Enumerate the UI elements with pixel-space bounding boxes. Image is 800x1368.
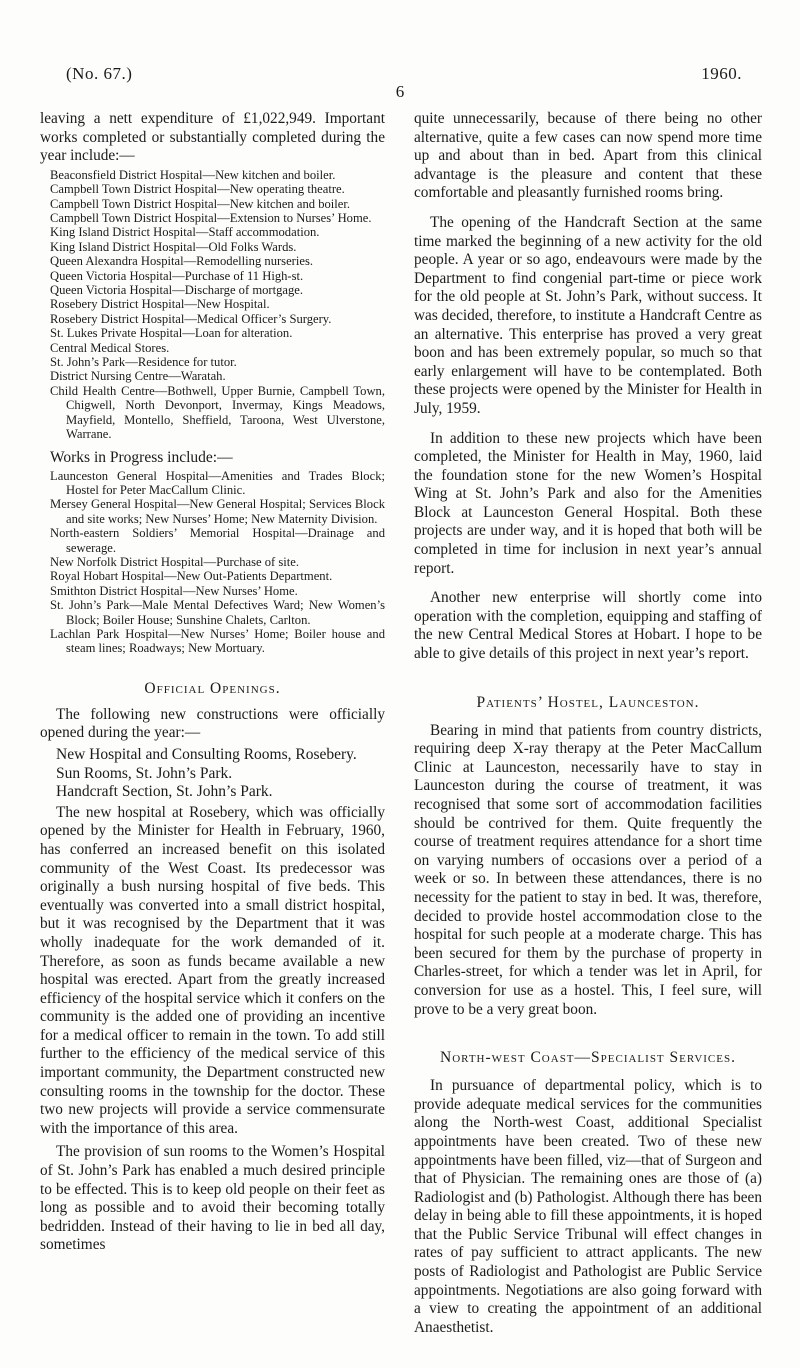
patients-hostel-heading: Patients’ Hostel, Launceston. [476,693,700,711]
work-in-progress-item: Mersey General Hospital—New General Hospital; Services Block and site works; New Nurses’ Home; New Maternity Division. [50,497,385,526]
medical-stores-paragraph: Another new enterprise will shortly come into operation with the completion, equipping and staffing of the new Central Medical Stores at Hobart. I hope to be able to give details of this project in next year’s report. [414,589,762,663]
completed-work-item: Queen Victoria Hospital—Purchase of 11 High-st. [50,268,304,283]
opening-item: Handcraft Section, St. John’s Park. [56,783,273,801]
completed-work-item: King Island District Hospital—Old Folks Wards. [50,239,297,254]
completed-work-item: Queen Victoria Hospital—Discharge of mortgage. [50,283,304,298]
completed-work-item: King Island District Hospital—Staff accommodation. [50,225,320,240]
official-openings-heading: Official Openings. [144,679,281,697]
completed-work-item: St. Lukes Private Hospital—Loan for alteration. [50,326,293,341]
north-west-coast-heading: North-west Coast—Specialist Services. [440,1049,736,1067]
completed-work-item: Central Medical Stores. [50,340,170,355]
work-in-progress-item: Launceston General Hospital—Amenities and Trades Block; Hostel for Peter MacCallum Clinic. [50,468,385,497]
work-in-progress-item: Lachlan Park Hospital—New Nurses’ Home; Boiler house and steam lines; Roadways; New Mortuary. [50,626,385,656]
completed-work-item: Queen Alexandra Hospital—Remodelling nurseries. [50,254,314,269]
opening-item: Sun Rooms, St. John’s Park. [56,764,233,782]
continued-paragraph: quite unnecessarily, because of there being no other alternative, quite a few cases can now spend more time up and about than in bed. Apart from this clinical advantage is the pleasure and content that these comfortable and pleasantly furnished rooms bring. [414,110,762,202]
handcraft-paragraph: The opening of the Handcraft Section at the same time marked the beginning of a new activity for the old people. A year or so ago, endeavours were made by the Department to find congenial part-time or piece work for the old people at St. John’s Park, without success. It was decided, therefore, to institute a Handcraft Centre as an alternative. This enterprise has proved a very great boon and has been extremely popular, so much so that early enlargement will have to be contemplated. Both these projects were opened by the Minister for Health in July, 1959. [414,213,762,417]
work-in-progress-item: North-eastern Soldiers’ Memorial Hospital—Drainage and sewerage. [50,526,385,555]
completed-work-item: St. John’s Park—Residence for tutor. [50,355,237,370]
document-number: (No. 67.) [66,64,133,83]
work-in-progress-item: Royal Hobart Hospital—New Out-Patients Department. [50,569,333,584]
north-west-coast-paragraph: In pursuance of departmental policy, which is to provide adequate medical services for the communities along the North-west Coast, additional Specialist appointments have been created. Two of these new appointments have been filled, viz—that of Surgeon and that of Physician. The remaining ones are those of (a) Radiologist and (b) Pathologist. Although there has been delay in being able to fill these appointments, it is hoped that the Public Service Tribunal will effect changes in rates of pay sufficient to attract applicants. The new posts of Radiologist and Pathologist are Public Service appointments. Negotiations are also going forward with a view to creating the appointment of an additional Anaesthetist. [414,1077,762,1336]
work-in-progress-item: St. John’s Park—Male Mental Defectives Ward; New Women’s Block; Boiler House; Sunshine Chalets, Carlton. [50,598,385,627]
work-in-progress-item: New Norfolk District Hospital—Purchase of site. [50,554,300,569]
completed-work-item: Child Health Centre—Bothwell, Upper Burnie, Campbell Town, Chigwell, North Devonport, Invermay, Kings Meadows, Mayfield, Montello, Sheffield, Taroona, West Ulverstone, Warrane. [50,383,385,442]
completed-works-list [40,168,385,442]
foundation-stone-paragraph: In addition to these new projects which have been completed, the Minister for Health in May, 1960, laid the foundation stone for the new Women’s Hospital Wing at St. John’s Park and also for the Amenities Block at Launceston General Hospital. Both these projects are under way, and it is hoped that both will be completed in time for inclusion in next year’s annual report. [414,429,762,577]
opening-item: New Hospital and Consulting Rooms, Rosebery. [56,745,357,763]
openings-list [40,746,385,802]
openings-intro-paragraph: The following new constructions were officially opened during the year:— [40,705,385,742]
sun-rooms-paragraph: The provision of sun rooms to the Women’s Hospital of St. John’s Park has enabled a much desired principle to be effected. This is to keep old people on their feet as long as possible and to avoid their becoming totally bedridden. Instead of their having to lie in bed all day, sometimes [40,1143,385,1254]
patients-hostel-paragraph: Bearing in mind that patients from country districts, requiring deep X-ray therapy at the Peter MacCallum Clinic at Launceston, necessarily have to stay in Launceston during the course of treatment, it was recognised that some sort of accommodation facilities should be contrived for them. Quite frequently the course of treatment requires attendance for a short time on varying numbers of occasions over a period of a week or so. In between these attendances, there is no necessity for the patient to stay in bed. It was, therefore, decided to provide hostel accommodation close to the hospital for such people at a moderate charge. This has been secured for them by the purchase of property in Charles-street, for which a tender was let in April, for conversion for use as a hostel. This, I feel sure, will prove to be a very great boon. [414,721,762,1018]
page-number: 6 [395,82,405,101]
completed-work-item: Rosebery District Hospital—Medical Officer’s Surgery. [50,311,332,326]
document-year: 1960. [701,64,742,83]
works-in-progress-list [40,469,385,656]
completed-work-item: Rosebery District Hospital—New Hospital. [50,297,270,312]
right-column [414,110,762,1337]
completed-work-item: Beaconsfield District Hospital—New kitchen and boiler. [50,167,336,182]
works-in-progress-heading: Works in Progress include:— [50,448,233,466]
completed-work-item: Campbell Town District Hospital—New kitchen and boiler. [50,196,351,211]
completed-work-item: District Nursing Centre—Waratah. [50,369,226,384]
intro-paragraph: leaving a nett expenditure of £1,022,949. Important works completed or substantially completed during the year include:— [40,110,385,165]
left-column [40,110,385,1255]
rosebery-paragraph: The new hospital at Rosebery, which was officially opened by the Minister for Health in February, 1960, has conferred an increased benefit on this isolated community of the West Coast. Its predecessor was originally a bush nursing hospital of five beds. This eventually was converted into a small district hospital, but it was recognised by the Department that it was wholly inadequate for the work demanded of it. Therefore, as soon as funds became available a new hospital was erected. Apart from the greatly increased efficiency of the hospital service which it confers on the community is the added one of providing an incentive for a medical officer to remain in the town. To add still further to the efficiency of the medical service of this important community, the Department constructed new consulting rooms in the township for the doctor. These two new projects will provide a service commensurate with the importance of this area. [40,803,385,1137]
completed-work-item: Campbell Town District Hospital—New operating theatre. [50,182,345,197]
work-in-progress-item: Smithton District Hospital—New Nurses’ Home. [50,583,298,598]
completed-work-item: Campbell Town District Hospital—Extension to Nurses’ Home. [50,211,372,225]
